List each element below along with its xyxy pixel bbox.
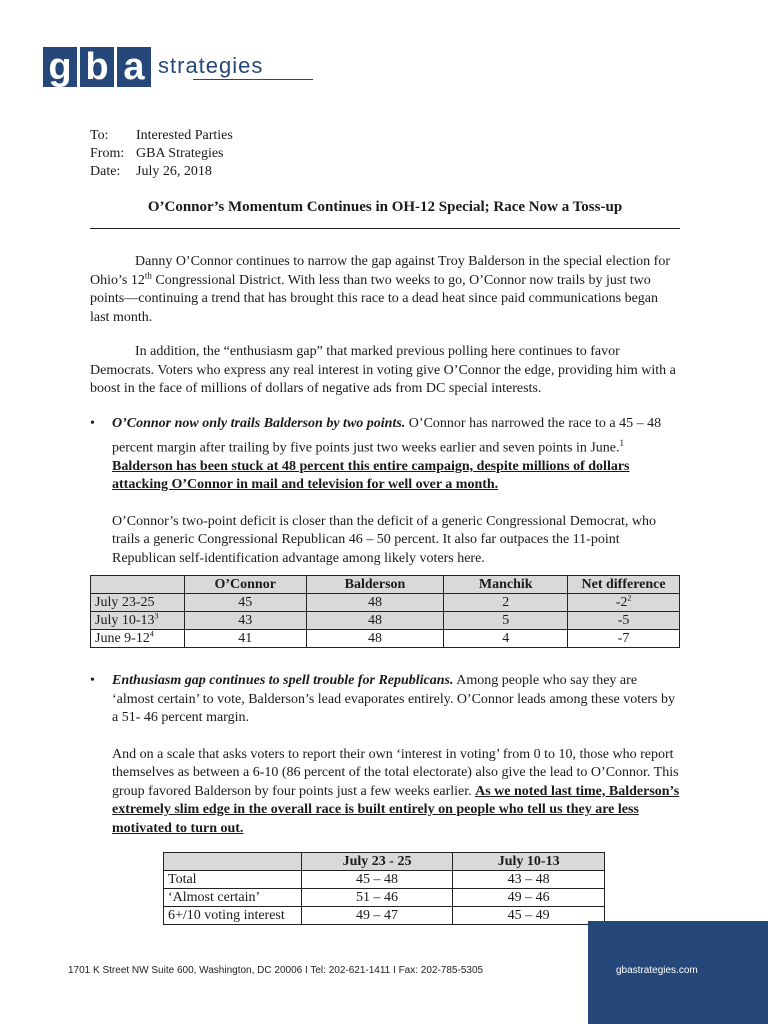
bullet-dot: •	[90, 673, 95, 688]
poll-col-balderson: Balderson	[306, 576, 444, 594]
logo-letter-g: g	[43, 47, 77, 87]
memo-to	[90, 127, 233, 145]
intro-text-b: Congressional District. With less than two weeks to go, O’Connor now trails by just two points—continuing a trend that has brought this race to a dead heat since paid communications began last month.	[90, 272, 659, 325]
bullet2-lead: Enthusiasm gap continues to spell trouble for Republicans.	[112, 673, 454, 688]
bullet1-lead: O’Connor now only trails Balderson by two points.	[112, 416, 406, 431]
memo-date-key: Date:	[90, 164, 121, 179]
cell: 43 – 48	[453, 871, 605, 889]
poll-col-net: Net difference	[568, 576, 680, 594]
footer-brand-box	[588, 921, 768, 1024]
title-rule	[90, 228, 680, 229]
memo-from-value: GBA Strategies	[136, 146, 224, 161]
poll-table	[90, 575, 680, 648]
cell: -7	[568, 630, 680, 648]
intro-text-a: Danny O’Connor continues to narrow the gap against Troy Balderson in the special election for Ohio’s 12	[90, 254, 670, 288]
bullet-trails-two-points	[90, 415, 680, 568]
memo-to-key: To:	[90, 128, 109, 143]
row-label: July $10-13^3$	[91, 612, 185, 630]
footer-website-link[interactable]: gbastrategies.com	[616, 965, 698, 976]
cell: 41	[184, 630, 306, 648]
memo-from	[90, 145, 233, 163]
logo-letter-b: b	[80, 47, 114, 87]
cell: 45 – 49	[453, 907, 605, 925]
row-label: June $9-12^4$	[91, 630, 185, 648]
memo-date	[90, 163, 233, 181]
row-label: July 23-25	[91, 594, 185, 612]
bullet1-paragraph-2: O’Connor’s two-point deficit is closer than the deficit of a generic Congressional Democrat, who trails a generic Congressional Republican 46 – 50 percent. It also far outpaces the 11-point Republican self-identification advantage among likely voters here.	[112, 513, 657, 566]
gba-logo	[43, 47, 263, 87]
table-row	[91, 630, 680, 648]
memo-header	[90, 127, 233, 181]
poll-col-manchik: Manchik	[444, 576, 568, 594]
cell: 43	[184, 612, 306, 630]
footer-address: 1701 K Street NW Suite 600, Washington, DC 20006 I Tel: 202-621-1411 I Fax: 202-785-5305	[68, 965, 484, 976]
footnote-ref-1: 1	[619, 437, 624, 448]
bullet2-paragraph	[112, 672, 680, 728]
cell: $-2^2$	[568, 594, 680, 612]
logo-letter-a: a	[117, 47, 151, 87]
cell: 2	[444, 594, 568, 612]
memo-date-value: July 26, 2018	[136, 164, 212, 179]
enthusiasm-paragraph: In addition, the “enthusiasm gap” that marked previous polling here continues to favor Democrats. Voters who express any real interest in voting give O’Connor the edge, providing him with a boost in the face of millions of dollars of negative ads from DC special interests.	[90, 344, 676, 396]
enthusiasm-table	[163, 852, 605, 925]
bullet-enthusiasm-gap	[90, 672, 680, 838]
cell: -5	[568, 612, 680, 630]
table-row	[91, 594, 680, 612]
cell: 45	[184, 594, 306, 612]
cell: 51 – 46	[301, 889, 453, 907]
cell: 49 – 46	[453, 889, 605, 907]
poll-table-header	[91, 576, 680, 594]
poll-col-oconnor: O’Connor	[184, 576, 306, 594]
row-label: Total	[164, 871, 302, 889]
cell: 5	[444, 612, 568, 630]
cell: 48	[306, 630, 444, 648]
intro-paragraph	[90, 253, 680, 327]
enth-col-july23: July 23 - 25	[301, 853, 453, 871]
table-row	[164, 871, 605, 889]
memo-from-key: From:	[90, 146, 125, 161]
row-label: 6+/10 voting interest	[164, 907, 302, 925]
memo-to-value: Interested Parties	[136, 128, 233, 143]
row-label: ‘Almost certain’	[164, 889, 302, 907]
intro-ordinal-sup: th	[144, 269, 152, 280]
poll-col-empty	[91, 576, 185, 594]
memo-title: O’Connor’s Momentum Continues in OH-12 Special; Race Now a Toss-up	[147, 199, 623, 215]
table-row	[164, 889, 605, 907]
enthusiasm-table-header	[164, 853, 605, 871]
bullet2-bold: As we noted last time, Balderson’s extremely slim edge in the overall race is built entirely on people who tell us they are less motivated to turn out.	[112, 783, 680, 836]
cell: 48	[306, 594, 444, 612]
table-row	[91, 612, 680, 630]
bullet2-scale-text: And on a scale that asks voters to report their own ‘interest in voting’ from 0 to 10, those who report themselves as between a 6-10 (86 percent of the total electorate) also give the lead to O’Connor. This group favored Balderson by four points just a few weeks earlier.	[112, 746, 679, 799]
bullet-dot: •	[90, 416, 95, 431]
bullet1-paragraph	[112, 415, 680, 495]
bullet1-bold: Balderson has been stuck at 48 percent this entire campaign, despite millions of dollars attacking O’Connor in mail and television for well over a month.	[112, 458, 630, 493]
enth-col-empty	[164, 853, 302, 871]
cell: 45 – 48	[301, 871, 453, 889]
enth-col-july10: July 10-13	[453, 853, 605, 871]
bullet1-text: O’Connor has narrowed the race to a 45 – 48 percent margin after trailing by five points just two weeks earlier and seven points in June.	[112, 416, 662, 456]
logo-wordmark: strategies	[158, 53, 264, 78]
cell: 49 – 47	[301, 907, 453, 925]
cell: 48	[306, 612, 444, 630]
bullet2-text: Among people who say they are ‘almost certain’ to vote, Balderson’s lead evaporates entirely. O’Connor leads among these voters by a 51- 46 percent margin.	[112, 673, 675, 725]
bullet2-paragraph-2	[112, 746, 680, 839]
cell: 4	[444, 630, 568, 648]
table-row	[164, 907, 605, 925]
logo-underline	[193, 79, 313, 80]
